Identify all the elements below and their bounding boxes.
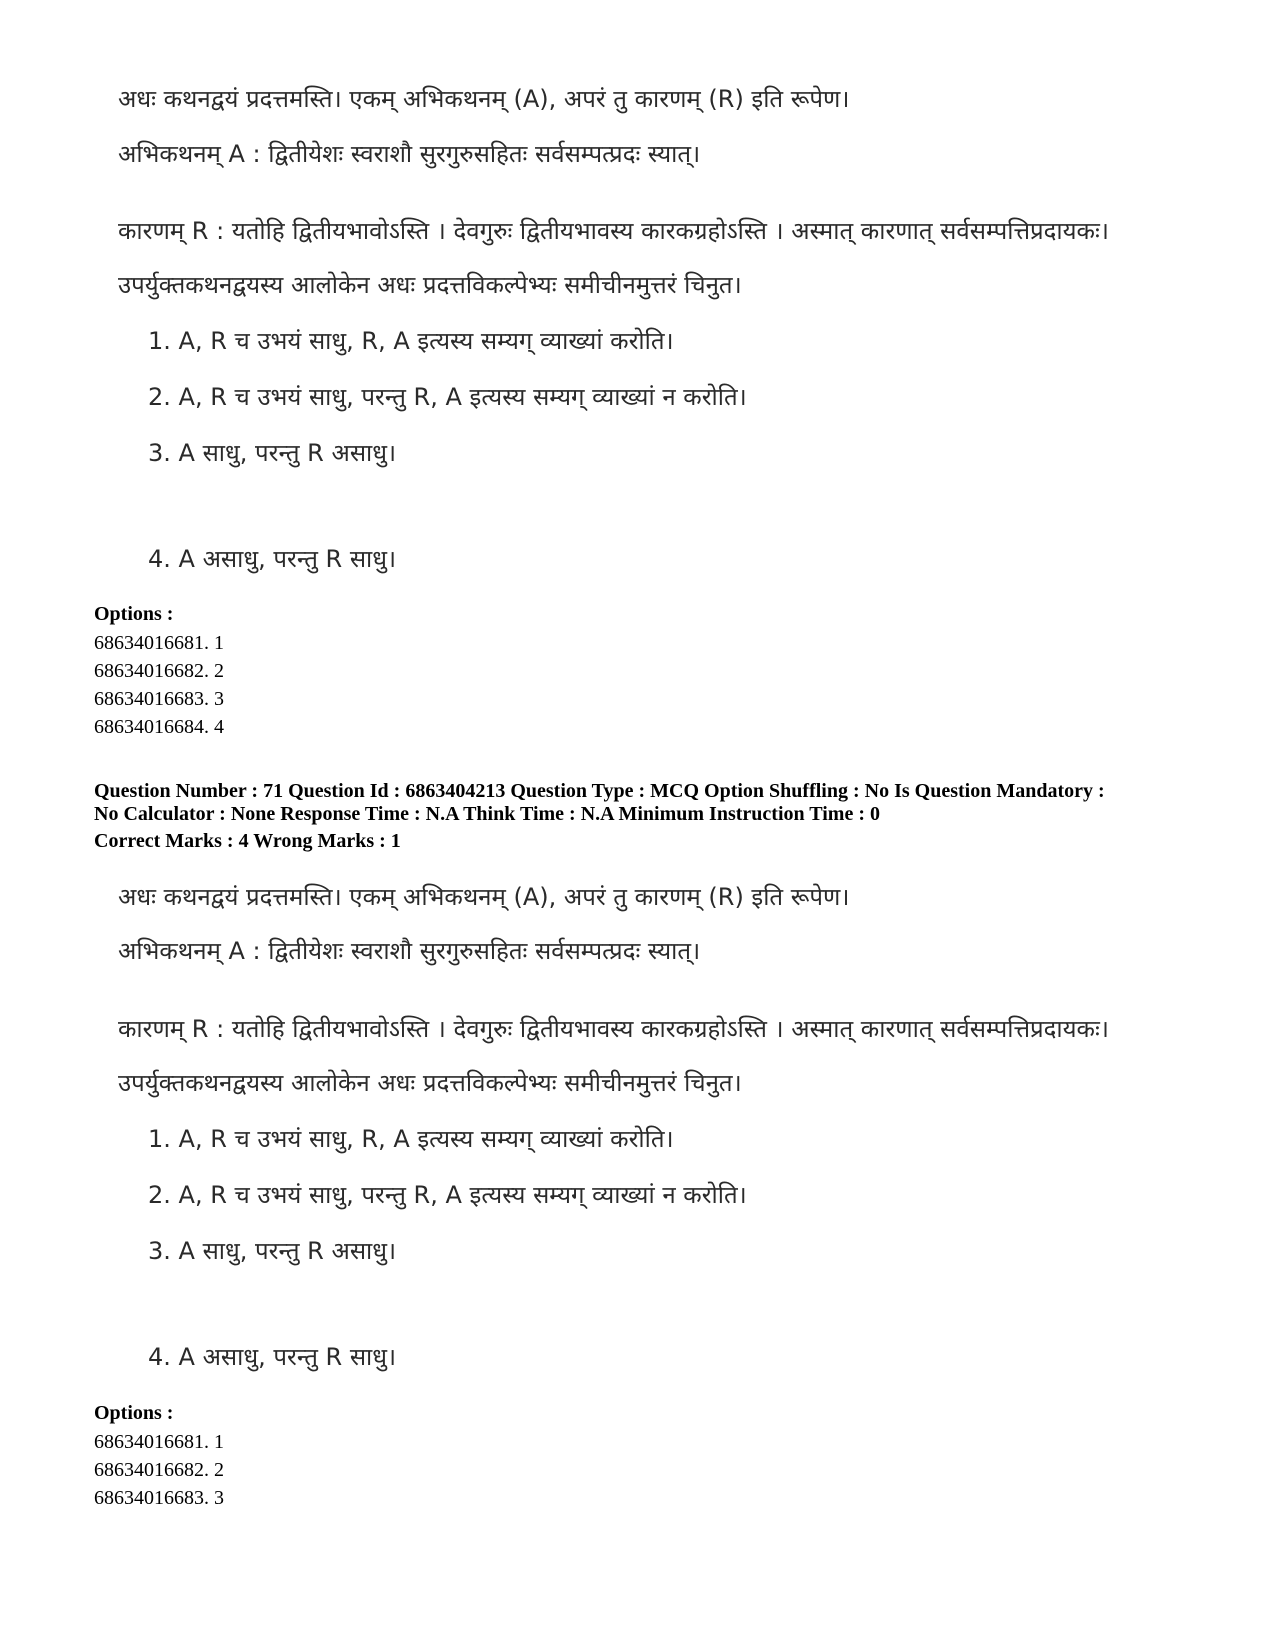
statement-intro: अधः कथनद्वयं प्रदत्तमस्ति। एकम् अभिकथनम् (A), अपरं तु कारणम् (R) इति रूपेण।	[118, 85, 850, 113]
question-marks-line: Correct Marks : 4 Wrong Marks : 1	[94, 830, 401, 852]
option-id-3: 68634016683. 3	[94, 688, 224, 710]
option-id-1: 68634016681. 1	[94, 632, 224, 654]
assertion-text: अभिकथनम् A : द्वितीयेशः स्वराशौ सुरगुरुसहितः सर्वसम्पत्प्रदः स्यात्।	[118, 937, 701, 965]
reason-text: कारणम् R : यतोहि द्वितीयभावोऽस्ति । देवगुरुः द्वितीयभावस्य कारकग्रहोऽस्ति । अस्मात् कारणात् सर्वसम्पत्तिप्रदायकः।	[118, 217, 1109, 245]
instruction-text: उपर्युक्तकथनद्वयस्य आलोकेन अधः प्रदत्तविकल्पेभ्यः समीचीनमुत्तरं चिनुत।	[118, 271, 742, 299]
choice-1: 1. A, R च उभयं साधु, R, A इत्यस्य सम्यग् व्याख्यां करोति।	[148, 1125, 674, 1153]
statement-intro: अधः कथनद्वयं प्रदत्तमस्ति। एकम् अभिकथनम् (A), अपरं तु कारणम् (R) इति रूपेण।	[118, 883, 850, 911]
options-heading: Options :	[94, 603, 174, 625]
option-id-2: 68634016682. 2	[94, 660, 224, 682]
options-heading: Options :	[94, 1402, 174, 1424]
choice-4: 4. A असाधु, परन्तु R साधु।	[148, 1343, 397, 1371]
choice-4: 4. A असाधु, परन्तु R साधु।	[148, 545, 397, 573]
option-id-3: 68634016683. 3	[94, 1487, 224, 1509]
question-meta-line-2: No Calculator : None Response Time : N.A Think Time : N.A Minimum Instruction Time : 0	[94, 803, 880, 825]
option-id-4: 68634016684. 4	[94, 716, 224, 738]
choice-2: 2. A, R च उभयं साधु, परन्तु R, A इत्यस्य सम्यग् व्याख्यां न करोति।	[148, 1181, 747, 1209]
instruction-text: उपर्युक्तकथनद्वयस्य आलोकेन अधः प्रदत्तविकल्पेभ्यः समीचीनमुत्तरं चिनुत।	[118, 1069, 742, 1097]
choice-2: 2. A, R च उभयं साधु, परन्तु R, A इत्यस्य सम्यग् व्याख्यां न करोति।	[148, 383, 747, 411]
choice-3: 3. A साधु, परन्तु R असाधु।	[148, 1237, 397, 1265]
question-meta-line-1: Question Number : 71 Question Id : 6863404213 Question Type : MCQ Option Shuffling : No Is Question Mandatory :	[94, 780, 1105, 802]
reason-text: कारणम् R : यतोहि द्वितीयभावोऽस्ति । देवगुरुः द्वितीयभावस्य कारकग्रहोऽस्ति । अस्मात् कारणात् सर्वसम्पत्तिप्रदायकः।	[118, 1015, 1109, 1043]
assertion-text: अभिकथनम् A : द्वितीयेशः स्वराशौ सुरगुरुसहितः सर्वसम्पत्प्रदः स्यात्।	[118, 140, 701, 168]
option-id-1: 68634016681. 1	[94, 1431, 224, 1453]
option-id-2: 68634016682. 2	[94, 1459, 224, 1481]
choice-3: 3. A साधु, परन्तु R असाधु।	[148, 439, 397, 467]
choice-1: 1. A, R च उभयं साधु, R, A इत्यस्य सम्यग् व्याख्यां करोति।	[148, 327, 674, 355]
